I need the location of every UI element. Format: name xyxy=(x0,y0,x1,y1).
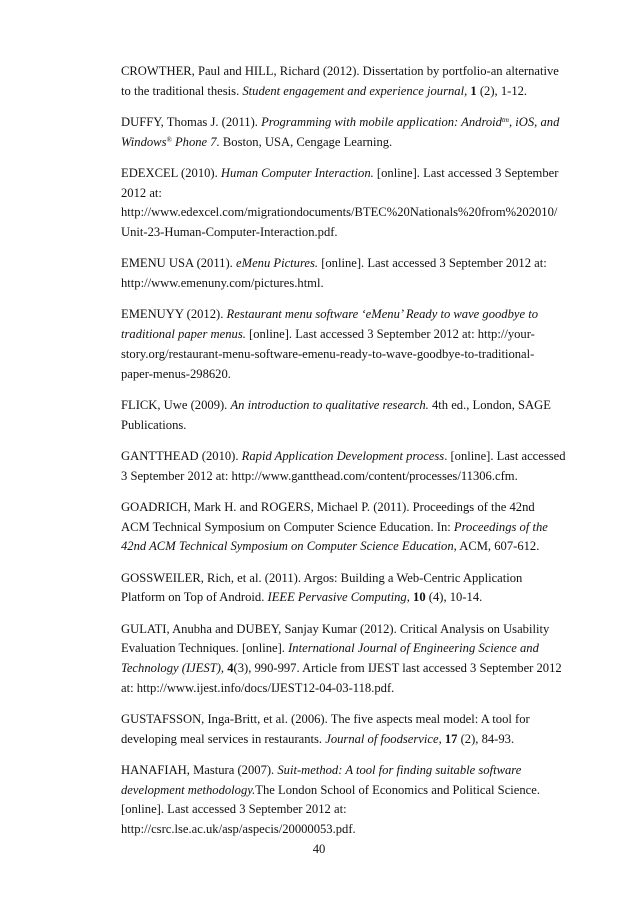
reference-entry xyxy=(121,620,581,699)
reference-text: Student engagement and experience journal xyxy=(242,83,465,98)
reference-segment: story.org/restaurant-menu-software-emenu-ready-to-wave-goodbye-to-traditional- xyxy=(121,346,535,361)
reference-text: tm xyxy=(501,116,509,124)
reference-line xyxy=(121,518,581,538)
reference-line xyxy=(121,184,581,204)
reference-segment: , xyxy=(464,83,471,98)
reference-entry xyxy=(121,396,581,435)
reference-line xyxy=(121,679,581,699)
reference-segment xyxy=(121,327,246,341)
reference-text: IEEE Pervasive Computing xyxy=(267,590,407,605)
reference-text: , iOS, and xyxy=(508,115,560,129)
reference-segment xyxy=(325,732,438,746)
reference-entry xyxy=(121,447,581,486)
reference-segment xyxy=(236,256,318,270)
reference-segment xyxy=(121,661,221,675)
reference-segment: ACM Technical Symposium on Computer Science Education. In: xyxy=(121,519,454,534)
reference-text: Windows xyxy=(121,134,167,149)
reference-line xyxy=(121,820,581,840)
reference-segment xyxy=(242,449,445,463)
reference-segment: (2), 1-12. xyxy=(476,83,528,98)
reference-line xyxy=(121,447,581,467)
reference-segment: Platform on Top of Android. xyxy=(121,590,268,605)
reference-segment xyxy=(445,732,458,746)
reference-segment xyxy=(268,590,407,604)
reference-segment: Publications. xyxy=(121,417,187,432)
reference-segment: to the traditional thesis. xyxy=(121,83,243,98)
reference-text: Rapid Application Development process xyxy=(241,448,445,463)
reference-line xyxy=(121,274,581,294)
reference-line xyxy=(121,467,581,487)
reference-line xyxy=(121,203,581,223)
reference-line xyxy=(121,498,581,518)
reference-entry xyxy=(121,569,581,608)
reference-segment: [online]. Last accessed 3 September 2012 at: xyxy=(121,802,347,817)
reference-segment: GOSSWEILER, Rich, et al. (2011). Argos: Building a Web-Centric Application xyxy=(121,570,523,585)
reference-segment: GOADRICH, Mark H. and ROGERS, Michael P. (2011). Proceedings of the 42nd xyxy=(121,499,535,514)
reference-segment: , ACM, 607-612. xyxy=(453,539,540,554)
reference-line xyxy=(121,62,581,82)
reference-line xyxy=(121,82,581,102)
reference-segment: [online]. Last accessed 3 September 2012 at: http://your- xyxy=(245,327,535,342)
reference-line xyxy=(121,588,581,608)
reference-text: Programming with mobile application: Android xyxy=(261,115,502,129)
reference-segment: EDEXCEL (2010). xyxy=(121,166,221,180)
reference-line xyxy=(121,620,581,640)
reference-entry xyxy=(121,113,581,152)
reference-segment: GANTTHEAD (2010). xyxy=(121,448,242,463)
reference-entry xyxy=(121,62,581,101)
reference-entry xyxy=(121,498,581,557)
reference-entry xyxy=(121,254,581,293)
reference-entry xyxy=(121,710,581,749)
reference-line xyxy=(121,345,581,365)
reference-segment: 4th ed., London, SAGE xyxy=(428,397,551,412)
reference-text: Restaurant menu software ‘eMenu’ Ready to wave goodbye to xyxy=(226,307,539,322)
reference-line xyxy=(121,113,581,133)
reference-segment: CROWTHER, Paul and HILL, Richard (2012). Dissertation by portfolio-an alternative xyxy=(121,64,559,78)
reference-segment: paper-menus-298620. xyxy=(121,366,231,381)
reference-segment: 3 September 2012 at: http://www.gantthead.com/content/processes/11306.cfm. xyxy=(121,468,518,483)
reference-line xyxy=(121,133,581,153)
reference-text: Human Computer Interaction. xyxy=(220,166,374,180)
reference-segment: , xyxy=(220,660,228,675)
reference-line xyxy=(121,396,581,416)
reference-segment xyxy=(509,115,559,129)
reference-text: eMenu Pictures. xyxy=(235,256,319,271)
reference-segment: EMENUYY (2012). xyxy=(121,307,227,322)
reference-text: development methodology. xyxy=(121,782,256,797)
reference-segment: 2012 at: xyxy=(121,185,162,200)
reference-entry xyxy=(121,305,581,384)
reference-line xyxy=(121,305,581,325)
reference-line xyxy=(121,639,581,659)
reference-text: 1 xyxy=(470,83,477,98)
reference-segment xyxy=(172,135,220,149)
reference-segment: http://csrc.lse.ac.uk/asp/aspecis/20000053.pdf. xyxy=(121,822,356,837)
reference-line xyxy=(121,254,581,274)
reference-segment: FLICK, Uwe (2009). xyxy=(121,397,231,412)
reference-segment: EMENU USA (2011). xyxy=(121,256,236,271)
reference-text: An introduction to qualitative research. xyxy=(230,397,429,412)
reference-segment: at: http://www.ijest.info/docs/IJEST12-04-03-118.pdf. xyxy=(121,680,395,695)
reference-segment: (4), 10-14. xyxy=(425,590,483,605)
reference-segment xyxy=(230,398,428,412)
superscript-mark xyxy=(502,116,509,124)
reference-segment: developing meal services in restaurants. xyxy=(121,731,326,746)
reference-segment: Boston, USA, Cengage Learning. xyxy=(219,134,393,149)
reference-line xyxy=(121,325,581,345)
reference-segment: . [online]. Last accessed xyxy=(444,448,566,463)
reference-text: Phone 7. xyxy=(171,134,220,149)
reference-segment: GULATI, Anubha and DUBEY, Sanjay Kumar (2012). Critical Analysis on Usability xyxy=(121,621,550,636)
reference-segment: The London School of Economics and Political Science. xyxy=(255,782,540,797)
reference-text: 4 xyxy=(227,660,234,675)
reference-segment xyxy=(221,166,374,180)
reference-segment xyxy=(261,115,502,129)
reference-text: ® xyxy=(166,135,172,144)
reference-entry xyxy=(121,164,581,243)
reference-line xyxy=(121,537,581,557)
reference-line xyxy=(121,781,581,801)
reference-segment: (3), 990-997. Article from IJEST last accessed 3 September 2012 xyxy=(233,660,562,675)
reference-segment xyxy=(413,590,426,604)
reference-segment xyxy=(121,135,167,149)
reference-list xyxy=(121,62,581,851)
reference-segment xyxy=(121,783,255,797)
reference-segment xyxy=(227,307,539,321)
reference-line xyxy=(121,416,581,436)
reference-segment: [online]. Last accessed 3 September 2012 at: xyxy=(318,256,547,271)
reference-segment: Evaluation Techniques. [online]. xyxy=(121,641,289,656)
reference-segment: GUSTAFSSON, Inga-Britt, et al. (2006). The five aspects meal model: A tool for xyxy=(121,711,530,726)
reference-segment: DUFFY, Thomas J. (2011). xyxy=(121,115,262,129)
reference-text: 42nd ACM Technical Symposium on Computer Science Education xyxy=(121,539,454,554)
reference-text: International Journal of Engineering Science and xyxy=(288,641,539,656)
reference-line xyxy=(121,710,581,730)
reference-segment xyxy=(277,763,521,777)
reference-segment: [online]. Last accessed 3 September xyxy=(373,166,559,180)
reference-segment xyxy=(288,641,539,655)
reference-line xyxy=(121,800,581,820)
reference-line xyxy=(121,761,581,781)
reference-text: Journal of foodservice xyxy=(325,731,439,746)
reference-text: traditional paper menus. xyxy=(121,327,246,342)
reference-text: Suit-method: A tool for finding suitable software xyxy=(277,762,522,777)
reference-line xyxy=(121,569,581,589)
reference-segment: (2), 84-93. xyxy=(457,731,515,746)
reference-segment: http://www.edexcel.com/migrationdocuments/BTEC%20Nationals%20from%202010/ xyxy=(121,205,558,220)
reference-segment: , xyxy=(438,731,445,746)
page-number: 40 xyxy=(312,842,326,856)
reference-text: Technology (IJEST) xyxy=(121,660,221,675)
reference-text: Proceedings of the xyxy=(453,519,548,534)
reference-text: 10 xyxy=(413,590,426,605)
reference-line xyxy=(121,164,581,184)
reference-line xyxy=(121,659,581,679)
reference-segment: http://www.emenuny.com/pictures.html. xyxy=(121,276,324,291)
reference-line xyxy=(121,223,581,243)
reference-segment: Unit-23-Human-Computer-Interaction.pdf. xyxy=(121,225,338,240)
reference-segment xyxy=(242,84,464,98)
reference-entry xyxy=(121,761,581,840)
reference-line xyxy=(121,365,581,385)
reference-segment: , xyxy=(406,590,414,605)
reference-segment xyxy=(121,539,454,553)
reference-text: 17 xyxy=(444,731,458,746)
reference-line xyxy=(121,730,581,750)
reference-segment xyxy=(454,520,548,534)
reference-segment: HANAFIAH, Mastura (2007). xyxy=(121,762,278,777)
